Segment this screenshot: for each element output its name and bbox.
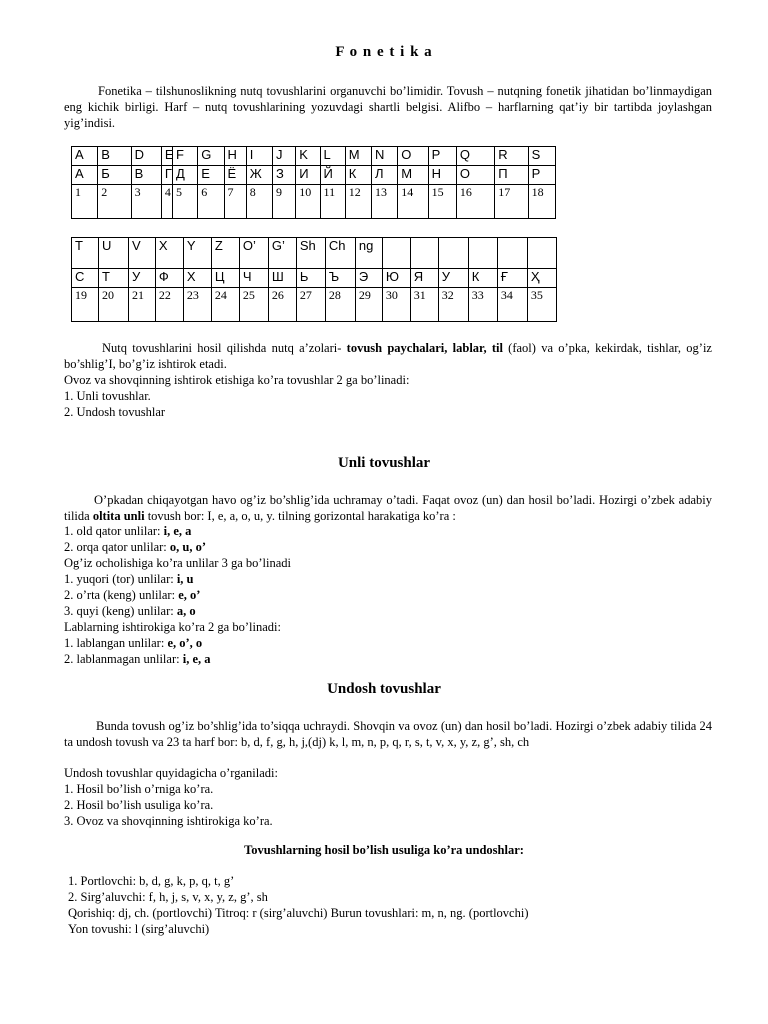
cyrillic-letter: Р <box>528 166 555 185</box>
latin-letter: U <box>98 238 128 269</box>
unli-label: 2. orqa qator unlilar: <box>64 540 170 554</box>
cyrillic-letter: О <box>456 166 494 185</box>
cyrillic-letter: Ч <box>239 269 268 288</box>
cyrillic-letter: К <box>345 166 371 185</box>
cyrillic-letter: Ю <box>382 269 410 288</box>
letter-number: 26 <box>268 288 296 322</box>
letter-number: 14 <box>398 185 428 219</box>
latin-row <box>72 147 556 166</box>
cyrillic-letter: Л <box>372 166 398 185</box>
letter-number: 29 <box>355 288 382 322</box>
letter-number: 5 <box>173 185 198 219</box>
speech-organs-paragraph <box>64 340 712 372</box>
unli-line <box>64 651 211 667</box>
latin-letter <box>382 238 410 269</box>
cyrillic-letter: Ҳ <box>527 269 556 288</box>
cyrillic-letter: Й <box>320 166 345 185</box>
number-row <box>72 185 556 219</box>
latin-letter: O <box>398 147 428 166</box>
latin-letter: A <box>72 147 98 166</box>
letter-number: 30 <box>382 288 410 322</box>
number-row <box>72 288 557 322</box>
latin-letter: Sh <box>296 238 325 269</box>
undosh-line: 1. Hosil bo’lish o’rniga ko’ra. <box>64 782 214 796</box>
cyrillic-letter: Ё <box>224 166 246 185</box>
latin-letter: R <box>495 147 528 166</box>
latin-letter: B <box>98 147 131 166</box>
unli-line: Og’iz ocholishiga ko’ra unlilar 3 ga bo’linadi <box>64 556 292 570</box>
cyrillic-letter: Т <box>98 269 128 288</box>
letter-number: 10 <box>296 185 320 219</box>
latin-letter: ng <box>355 238 382 269</box>
division-intro: Ovoz va shovqinning ishtirok etishiga ko’ra tovushlar 2 ga bo’linadi: <box>64 373 410 387</box>
latin-letter: X <box>155 238 183 269</box>
letter-number: 8 <box>246 185 272 219</box>
letter-number: 12 <box>345 185 371 219</box>
letter-number: 28 <box>325 288 355 322</box>
unli-line <box>64 587 200 603</box>
undosh-paragraph: Bunda tovush og’iz bo’shlig’ida to’siqqa uchraydi. Shovqin va ovoz (un) dan hosil bo’ladi. Hozirgi o’zbek adabiy tilida 24 ta undosh tovush va 23 ta harf bor: b, d, f, g, h, j,(dj) k, l, m, n, p, q, r, s, t, v, x, y, z, g’, sh, ch <box>64 719 712 749</box>
letter-number: 33 <box>468 288 497 322</box>
letter-number: 17 <box>495 185 528 219</box>
cyrillic-letter: С <box>72 269 99 288</box>
latin-letter <box>527 238 556 269</box>
undosh-line: 3. Ovoz va shovqinning ishtirokiga ko’ra. <box>64 814 273 828</box>
unli-value: i, u <box>176 572 194 586</box>
letter-number: 1 <box>72 185 98 219</box>
cyrillic-letter: Ж <box>246 166 272 185</box>
cyrillic-letter: Э <box>355 269 382 288</box>
latin-letter: J <box>273 147 296 166</box>
letter-number: 15 <box>428 185 456 219</box>
organs-text-end: (faol) va o’pka, kekirdak, tishlar, og’iz bo’shlig’I, bo’g’iz ishtirok etadi. <box>64 341 712 371</box>
cyrillic-letter: Ь <box>296 269 325 288</box>
unli-line <box>64 603 196 619</box>
latin-letter: T <box>72 238 99 269</box>
unli-label: 1. old qator unlilar: <box>64 524 164 538</box>
usul-line: Yon tovushi: l (sirg’aluvchi) <box>68 922 210 936</box>
latin-letter: M <box>345 147 371 166</box>
letter-number: 19 <box>72 288 99 322</box>
cyrillic-letter: Н <box>428 166 456 185</box>
cyrillic-letter: Ф <box>155 269 183 288</box>
cyrillic-letter: Б <box>98 166 131 185</box>
division-item: 2. Undosh tovushlar <box>64 405 166 419</box>
cyrillic-letter: Г <box>161 166 172 185</box>
unli-text: O’pkadan chiqayotgan havo og’iz bo’shlig’ida uchramay o’tadi. Faqat ovoz (un) dan hosil bo’ladi. Hozirgi o’zbek adabiy tilida <box>64 493 712 523</box>
unli-value: i, e, a <box>163 524 192 538</box>
usul-line: 2. Sirg’aluvchi: f, h, j, s, v, x, y, z, g’, sh <box>68 890 268 904</box>
unli-line: Lablarning ishtirokiga ko’ra 2 ga bo’linadi: <box>64 620 281 634</box>
page-title: F o n e t i k a <box>335 44 433 60</box>
latin-letter: N <box>372 147 398 166</box>
undosh-line: Undosh tovushlar quyidagicha o’rganiladi: <box>64 766 278 780</box>
cyrillic-row <box>72 166 556 185</box>
undosh-line: 2. Hosil bo’lish usuliga ko’ra. <box>64 798 214 812</box>
unli-label: 1. yuqori (tor) unlilar: <box>64 572 177 586</box>
unli-line <box>64 635 202 651</box>
organs-bold: tovush paychalari, lablar, til <box>346 341 503 355</box>
letter-number: 11 <box>320 185 345 219</box>
cyrillic-letter: Ғ <box>497 269 527 288</box>
letter-number: 25 <box>239 288 268 322</box>
latin-letter: V <box>128 238 155 269</box>
letter-number: 27 <box>296 288 325 322</box>
unli-bold: oltita unli <box>92 509 145 523</box>
latin-letter: I <box>246 147 272 166</box>
latin-letter <box>468 238 497 269</box>
latin-letter: K <box>296 147 320 166</box>
latin-letter: F <box>173 147 198 166</box>
subsection-heading: Tovushlarning hosil bo’lish usuliga ko’ra undoshlar: <box>244 843 524 857</box>
unli-text-end: tovush bor: I, e, a, o, u, y. tilning gorizontal harakatiga ko’ra : <box>144 509 456 523</box>
letter-number: 22 <box>155 288 183 322</box>
letter-number: 21 <box>128 288 155 322</box>
cyrillic-letter: Ц <box>211 269 239 288</box>
letter-number: 13 <box>372 185 398 219</box>
section-heading-unli: Unli tovushlar <box>337 455 431 471</box>
latin-letter: D <box>131 147 161 166</box>
letter-number: 4 <box>161 185 172 219</box>
latin-letter: Q <box>456 147 494 166</box>
latin-letter <box>438 238 468 269</box>
letter-number: 16 <box>456 185 494 219</box>
letter-number: 32 <box>438 288 468 322</box>
unli-label: 3. quyi (keng) unlilar: <box>64 604 177 618</box>
letter-number: 9 <box>273 185 296 219</box>
division-item: 1. Unli tovushlar. <box>64 389 151 403</box>
cyrillic-letter: Ш <box>268 269 296 288</box>
letter-number: 34 <box>497 288 527 322</box>
latin-letter: E <box>161 147 172 166</box>
organs-text: Nutq tovushlarini hosil qilishda nutq a’zolari- <box>102 341 347 355</box>
letter-number: 35 <box>527 288 556 322</box>
letter-number: 18 <box>528 185 555 219</box>
cyrillic-row <box>72 269 557 288</box>
latin-letter: L <box>320 147 345 166</box>
letter-number: 7 <box>224 185 246 219</box>
usul-line: 1. Portlovchi: b, d, g, k, p, q, t, g’ <box>68 874 235 888</box>
unli-label: 2. lablanmagan unlilar: <box>64 652 183 666</box>
latin-letter: Y <box>183 238 211 269</box>
usul-line: Qorishiq: dj, ch. (portlovchi) Titroq: r (sirg’aluvchi) Burun tovushlari: m, n, ng. (portlovchi) <box>68 906 529 920</box>
latin-letter: Ch <box>325 238 355 269</box>
unli-line <box>64 571 194 587</box>
cyrillic-letter: И <box>296 166 320 185</box>
cyrillic-letter: М <box>398 166 428 185</box>
latin-letter: G <box>198 147 224 166</box>
cyrillic-letter: П <box>495 166 528 185</box>
unli-paragraph <box>64 492 712 524</box>
unli-value: a, o <box>176 604 196 618</box>
latin-letter: S <box>528 147 555 166</box>
letter-number: 23 <box>183 288 211 322</box>
latin-letter: H <box>224 147 246 166</box>
latin-letter <box>410 238 438 269</box>
unli-line <box>64 539 206 555</box>
latin-letter: P <box>428 147 456 166</box>
cyrillic-letter: У <box>438 269 468 288</box>
unli-value: e, o’, o <box>167 636 203 650</box>
latin-letter: O’ <box>239 238 268 269</box>
unli-label: 2. o’rta (keng) unlilar: <box>64 588 179 602</box>
latin-letter <box>497 238 527 269</box>
letter-number: 31 <box>410 288 438 322</box>
letter-number: 2 <box>98 185 131 219</box>
section-heading-undosh: Undosh tovushlar <box>327 681 441 697</box>
latin-row <box>72 238 557 269</box>
cyrillic-letter: Х <box>183 269 211 288</box>
latin-letter: Z <box>211 238 239 269</box>
alphabet-table-2 <box>71 237 557 322</box>
cyrillic-letter: В <box>131 166 161 185</box>
unli-line <box>64 523 191 539</box>
cyrillic-letter: К <box>468 269 497 288</box>
cyrillic-letter: З <box>273 166 296 185</box>
cyrillic-letter: Я <box>410 269 438 288</box>
cyrillic-letter: Е <box>198 166 224 185</box>
alphabet-table-1 <box>71 146 556 219</box>
unli-label: 1. lablangan unlilar: <box>64 636 168 650</box>
unli-value: i, e, a <box>182 652 211 666</box>
latin-letter: G’ <box>268 238 296 269</box>
cyrillic-letter: Ъ <box>325 269 355 288</box>
letter-number: 3 <box>131 185 161 219</box>
cyrillic-letter: У <box>128 269 155 288</box>
letter-number: 6 <box>198 185 224 219</box>
cyrillic-letter: Д <box>173 166 198 185</box>
unli-value: o, u, o’ <box>169 540 206 554</box>
unli-value: e, o’ <box>178 588 201 602</box>
letter-number: 24 <box>211 288 239 322</box>
cyrillic-letter: А <box>72 166 98 185</box>
intro-paragraph: Fonetika – tilshunoslikning nutq tovushlarini organuvchi bo’limidir. Tovush – nutqning fonetik jihatidan bo’linmaydigan eng kichik birligi. Harf – nutq tovushlarining yozuvdagi shartli belgisi. Alifbo – harflarning qat’iy bir tartibda joylashgan yig’indisi. <box>64 84 712 130</box>
letter-number: 20 <box>98 288 128 322</box>
